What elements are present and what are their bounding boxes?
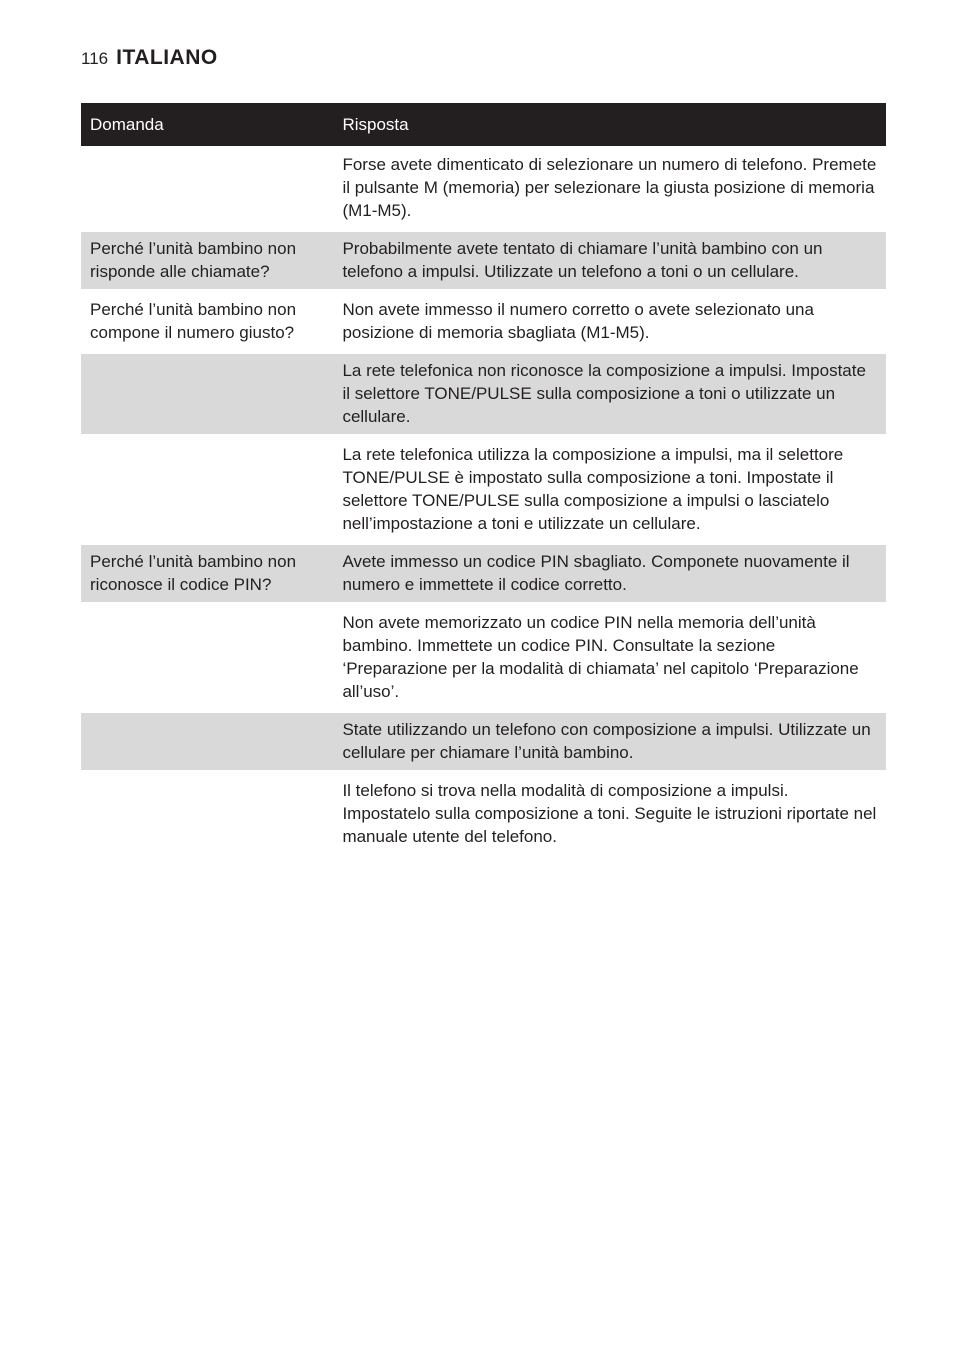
- column-header-question: Domanda: [81, 103, 324, 146]
- table-row: [81, 711, 886, 772]
- table-header-row: [81, 103, 886, 146]
- table-row: [81, 543, 886, 604]
- page-header: [81, 46, 218, 76]
- table-row: [81, 436, 886, 543]
- question-cell: Perché l’unità bambino non compone il numero giusto?: [81, 291, 324, 352]
- column-header-answer: Risposta: [324, 103, 886, 146]
- answer-cell: Non avete memorizzato un codice PIN nella memoria dell’unità bambino. Immettete un codice PIN. Consultate la sezione ‘Preparazione per la modalità di chiamata’ nel capitolo ‘Preparazione all’uso’.: [324, 604, 886, 711]
- table-row: [81, 772, 886, 856]
- table-row: [81, 230, 886, 291]
- page-number: 116: [81, 49, 109, 68]
- question-cell: [81, 146, 324, 230]
- question-cell: [81, 352, 324, 436]
- table-row: [81, 352, 886, 436]
- table-row: [81, 146, 886, 230]
- section-title: ITALIANO: [116, 46, 218, 69]
- answer-cell: Non avete immesso il numero corretto o avete selezionato una posizione di memoria sbagliata (M1-M5).: [324, 291, 886, 352]
- question-cell: Perché l’unità bambino non riconosce il codice PIN?: [81, 543, 324, 604]
- troubleshooting-table: [81, 103, 886, 858]
- table-row: [81, 604, 886, 711]
- question-cell: [81, 604, 324, 711]
- answer-cell: Forse avete dimenticato di selezionare un numero di telefono. Premete il pulsante M (memoria) per selezionare la giusta posizione di memoria (M1-M5).: [324, 146, 886, 230]
- question-cell: Perché l’unità bambino non risponde alle chiamate?: [81, 230, 324, 291]
- table-row: [81, 291, 886, 352]
- answer-cell: La rete telefonica utilizza la composizione a impulsi, ma il selettore TONE/PULSE è impostato sulla composizione a toni. Impostate il selettore TONE/PULSE sulla composizione a impulsi o lasciatelo nell’impostazione a toni e utilizzate un cellulare.: [324, 436, 886, 543]
- answer-cell: State utilizzando un telefono con composizione a impulsi. Utilizzate un cellulare per chiamare l’unità bambino.: [324, 711, 886, 772]
- answer-cell: Il telefono si trova nella modalità di composizione a impulsi. Impostatelo sulla composizione a toni. Seguite le istruzioni riportate nel manuale utente del telefono.: [324, 772, 886, 856]
- answer-cell: La rete telefonica non riconosce la composizione a impulsi. Impostate il selettore TONE/PULSE sulla composizione a toni o utilizzate un cellulare.: [324, 352, 886, 436]
- answer-cell: Probabilmente avete tentato di chiamare l’unità bambino con un telefono a impulsi. Utilizzate un telefono a toni o un cellulare.: [324, 230, 886, 291]
- question-cell: [81, 436, 324, 543]
- question-cell: [81, 711, 324, 772]
- question-cell: [81, 772, 324, 856]
- answer-cell: Avete immesso un codice PIN sbagliato. Componete nuovamente il numero e immettete il codice corretto.: [324, 543, 886, 604]
